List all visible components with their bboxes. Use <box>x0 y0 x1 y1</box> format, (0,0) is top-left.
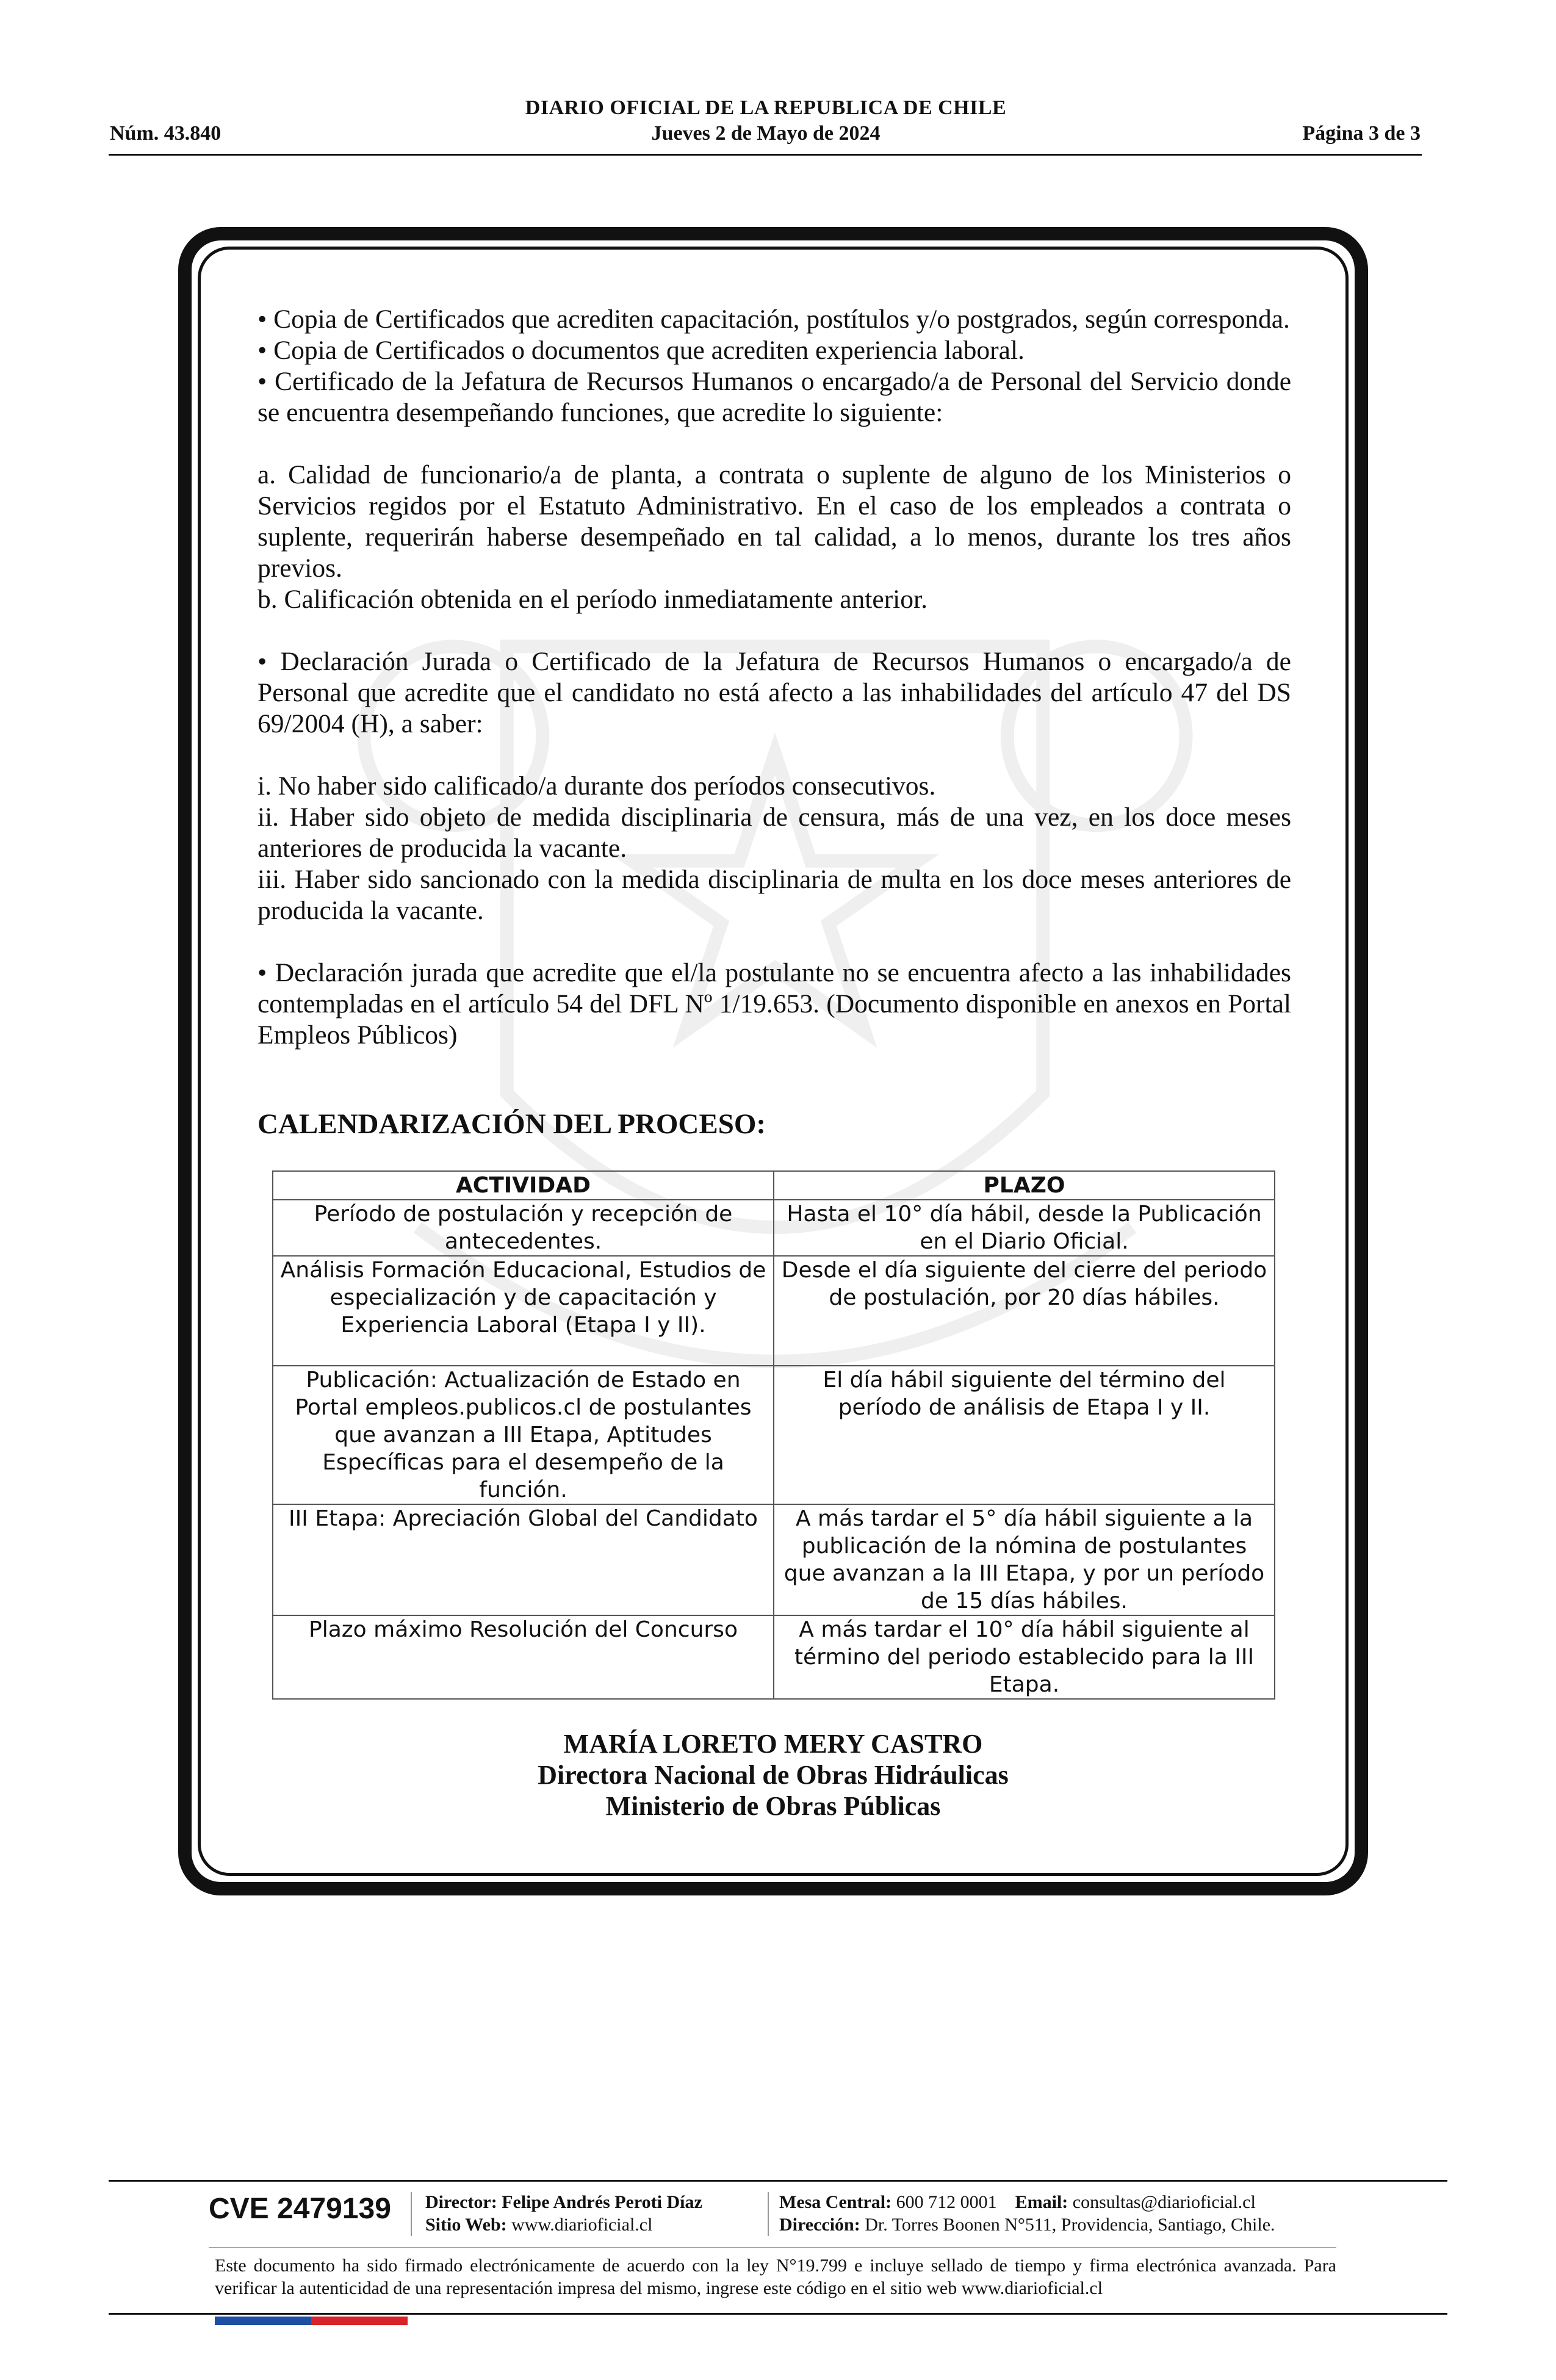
item-a: a. Calidad de funcionario/a de planta, a contrata o suplente de alguno de los Ministerios o Servicios regidos por el Estatuto Administrativo. En el caso de los empleados a contrata o suplente, requerirán haberse desempeñado en tal calidad, a lo menos, durante los tres años previos. <box>258 460 1291 583</box>
email-link[interactable]: consultas@diarioficial.cl <box>1072 2192 1256 2212</box>
schedule-table <box>272 1170 1275 1700</box>
footer-legal-notice: Este documento ha sido firmado electrónicamente de acuerdo con la ley N°19.799 e incluye sellado de tiempo y firma electrónica avanzada. Para verificar la autenticidad de una representación impresa del mismo, ingrese este código en el sitio web www.diarioficial.cl <box>215 2256 1336 2298</box>
site-label: Sitio Web: <box>425 2215 507 2235</box>
issue-number: Núm. 43.840 <box>110 122 222 145</box>
column-header-actividad: ACTIVIDAD <box>273 1171 774 1200</box>
table-row <box>273 1366 1275 1504</box>
mesa-phone: 600 712 0001 <box>896 2192 997 2212</box>
bullet-declaracion-jurada: • Declaración jurada que acredite que el/la postulante no se encuentra afecto a las inhabilidades contempladas en el artículo 54 del DFL Nº 1/19.653. (Documento disponible en anexos en Portal Empleos Públicos) <box>258 958 1291 1050</box>
footer-rule-bottom <box>109 2313 1447 2315</box>
footer-separator <box>768 2192 769 2236</box>
table-cell-actividad: Publicación: Actualización de Estado en Portal empleos.publicos.cl de postulantes que avanzan a III Etapa, Aptitudes Específicas para el desempeño de la función. <box>273 1366 774 1504</box>
signatory-role: Directora Nacional de Obras Hidráulicas <box>538 1760 1009 1790</box>
bullet-certificados-capacitacion: • Copia de Certificados que acrediten capacitación, postítulos y/o postgrados, según corresponda. <box>258 305 1290 334</box>
flag-stripe-red <box>311 2317 408 2325</box>
director-name: Felipe Andrés Peroti Díaz <box>502 2192 702 2212</box>
issue-date: Jueves 2 de Mayo de 2024 <box>651 122 881 145</box>
director-label: Director: <box>425 2192 497 2212</box>
document-body <box>258 304 1291 1051</box>
page-number: Página 3 de 3 <box>1302 122 1421 145</box>
table-row <box>273 1615 1275 1699</box>
table-cell-plazo: A más tardar el 10° día hábil siguiente al término del periodo establecido para la III Etapa. <box>774 1615 1275 1699</box>
bullet-certificado-jefatura: • Certificado de la Jefatura de Recursos Humanos o encargado/a de Personal del Servicio donde se encuentra desempeñando funciones, que acredite lo siguiente: <box>258 367 1291 427</box>
table-cell-actividad: Plazo máximo Resolución del Concurso <box>273 1615 774 1699</box>
mesa-label: Mesa Central: <box>779 2192 892 2212</box>
table-row <box>273 1200 1275 1256</box>
footer-rule-top <box>109 2180 1447 2182</box>
cve-code: CVE 2479139 <box>209 2193 391 2225</box>
signatory-name: MARÍA LORETO MERY CASTRO <box>563 1729 983 1759</box>
signature-block <box>0 1728 1546 1822</box>
table-row <box>273 1256 1275 1366</box>
newspaper-title: DIARIO OFICIAL DE LA REPUBLICA DE CHILE <box>525 96 1007 119</box>
item-i: i. No haber sido calificado/a durante dos períodos consecutivos. <box>258 771 936 801</box>
footer-separator <box>411 2192 412 2236</box>
footer-contact-block <box>779 2191 1275 2236</box>
table-cell-actividad: Período de postulación y recepción de antecedentes. <box>273 1200 774 1256</box>
footer-director-block <box>425 2191 702 2236</box>
table-header-row <box>273 1171 1275 1200</box>
bullet-declaracion-inhabilidades: • Declaración Jurada o Certificado de la Jefatura de Recursos Humanos o encargado/a de Personal que acredite que el candidato no está afecto a las inhabilidades del artículo 47 del DS 69/2004 (H), a saber: <box>258 647 1291 738</box>
signatory-ministry: Ministerio de Obras Públicas <box>605 1791 941 1821</box>
email-label: Email: <box>1015 2192 1068 2212</box>
table-cell-actividad: III Etapa: Apreciación Global del Candidato <box>273 1504 774 1615</box>
item-b: b. Calificación obtenida en el período inmediatamente anterior. <box>258 585 927 614</box>
address-text: Dr. Torres Boonen N°511, Providencia, Santiago, Chile. <box>865 2215 1275 2235</box>
address-label: Dirección: <box>779 2215 860 2235</box>
table-cell-actividad: Análisis Formación Educacional, Estudios de especialización y de capacitación y Experiencia Laboral (Etapa I y II). <box>273 1256 774 1366</box>
table-cell-plazo: El día hábil siguiente del término del período de análisis de Etapa I y II. <box>774 1366 1275 1504</box>
header-rule <box>109 154 1422 156</box>
item-iii: iii. Haber sido sancionado con la medida disciplinaria de multa en los doce meses anteriores de producida la vacante. <box>258 865 1291 925</box>
column-header-plazo: PLAZO <box>774 1171 1275 1200</box>
table-cell-plazo: A más tardar el 5° día hábil siguiente a la publicación de la nómina de postulantes que avanzan a la III Etapa, y por un período de 15 días hábiles. <box>774 1504 1275 1615</box>
footer-rule-mid <box>209 2247 1336 2248</box>
table-cell-plazo: Hasta el 10° día hábil, desde la Publicación en el Diario Oficial. <box>774 1200 1275 1256</box>
flag-stripe-blue <box>215 2317 311 2325</box>
item-ii: ii. Haber sido objeto de medida disciplinaria de censura, más de una vez, en los doce meses anteriores de producida la vacante. <box>258 802 1291 863</box>
bullet-certificados-experiencia: • Copia de Certificados o documentos que acrediten experiencia laboral. <box>258 336 1025 365</box>
calendar-heading: CALENDARIZACIÓN DEL PROCESO: <box>258 1108 766 1140</box>
site-link[interactable]: www.diarioficial.cl <box>511 2215 653 2235</box>
table-cell-plazo: Desde el día siguiente del cierre del periodo de postulación, por 20 días hábiles. <box>774 1256 1275 1366</box>
table-row <box>273 1504 1275 1615</box>
